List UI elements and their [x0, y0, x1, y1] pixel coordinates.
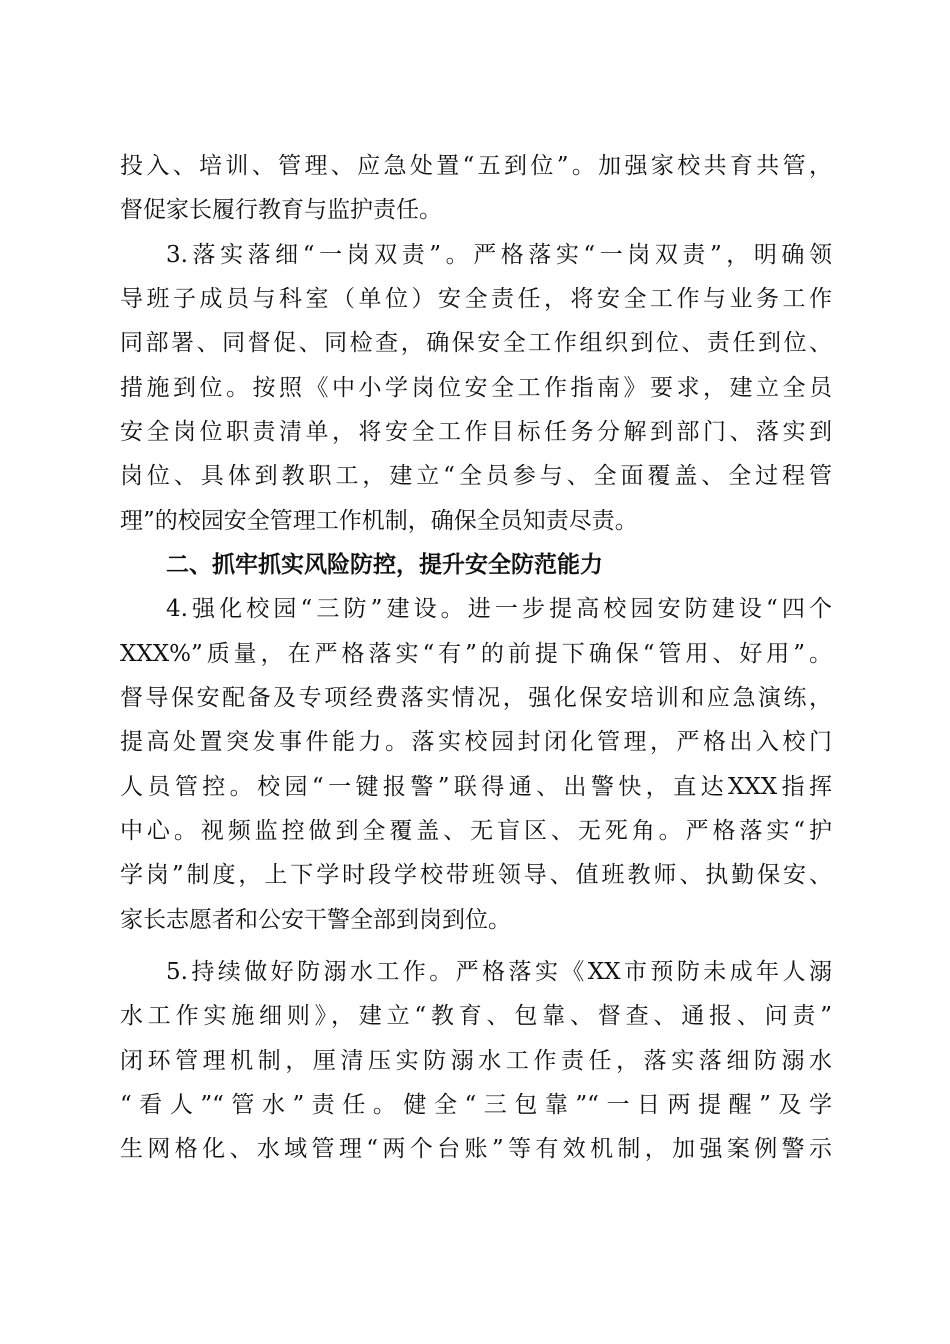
paragraph-line: 督促家长履行教育与监护责任。 [120, 197, 442, 223]
paragraph-line: 水工作实施细则》，建立“教育、包靠、督查、通报、问责” [120, 1003, 832, 1029]
paragraph-line: 导班子成员与科室（单位）安全责任，将安全工作与业务工作 [120, 286, 832, 312]
paragraph-line: 3.落实落细“一岗双责”。严格落实“一岗双责”，明确领 [166, 242, 832, 268]
paragraph-line: 安全岗位职责清单，将安全工作目标任务分解到部门、落实到 [120, 419, 832, 445]
paragraph-line: 同部署、同督促、同检查，确保安全工作组织到位、责任到位、 [120, 330, 832, 356]
paragraph-line: 生网格化、水域管理“两个台账”等有效机制，加强案例警示 [120, 1136, 832, 1162]
paragraph-line: 家长志愿者和公安干警全部到岗到位。 [120, 907, 511, 933]
paragraph-line: 提高处置突发事件能力。落实校园封闭化管理，严格出入校门 [120, 729, 832, 755]
paragraph-line: 人员管控。校园“一键报警”联得通、出警快，直达XXX指挥 [120, 774, 832, 800]
paragraph-line: 闭环管理机制，厘清压实防溺水工作责任，落实落细防溺水 [120, 1048, 832, 1074]
paragraph-line: 投入、培训、管理、应急处置“五到位”。加强家校共育共管， [120, 153, 832, 179]
paragraph-line: 5.持续做好防溺水工作。严格落实《XX市预防未成年人溺 [166, 959, 832, 985]
paragraph-line: 理”的校园安全管理工作机制，确保全员知责尽责。 [120, 508, 638, 534]
paragraph-line: “看人”“管水”责任。健全“三包靠”“一日两提醒”及学 [120, 1092, 832, 1118]
paragraph-line: 学岗”制度，上下学时段学校带班领导、值班教师、执勤保安、 [120, 862, 832, 888]
paragraph-line: XXX%”质量，在严格落实“有”的前提下确保“管用、好用”。 [120, 641, 832, 667]
paragraph-line: 督导保安配备及专项经费落实情况，强化保安培训和应急演练， [120, 685, 832, 711]
section-heading: 二、抓牢抓实风险防控，提升安全防范能力 [166, 552, 603, 578]
paragraph-line: 岗位、具体到教职工，建立“全员参与、全面覆盖、全过程管 [120, 463, 832, 489]
paragraph-line: 中心。视频监控做到全覆盖、无盲区、无死角。严格落实“护 [120, 818, 832, 844]
paragraph-line: 4.强化校园“三防”建设。进一步提高校园安防建设“四个 [166, 596, 832, 622]
paragraph-line: 措施到位。按照《中小学岗位安全工作指南》要求，建立全员 [120, 375, 832, 401]
